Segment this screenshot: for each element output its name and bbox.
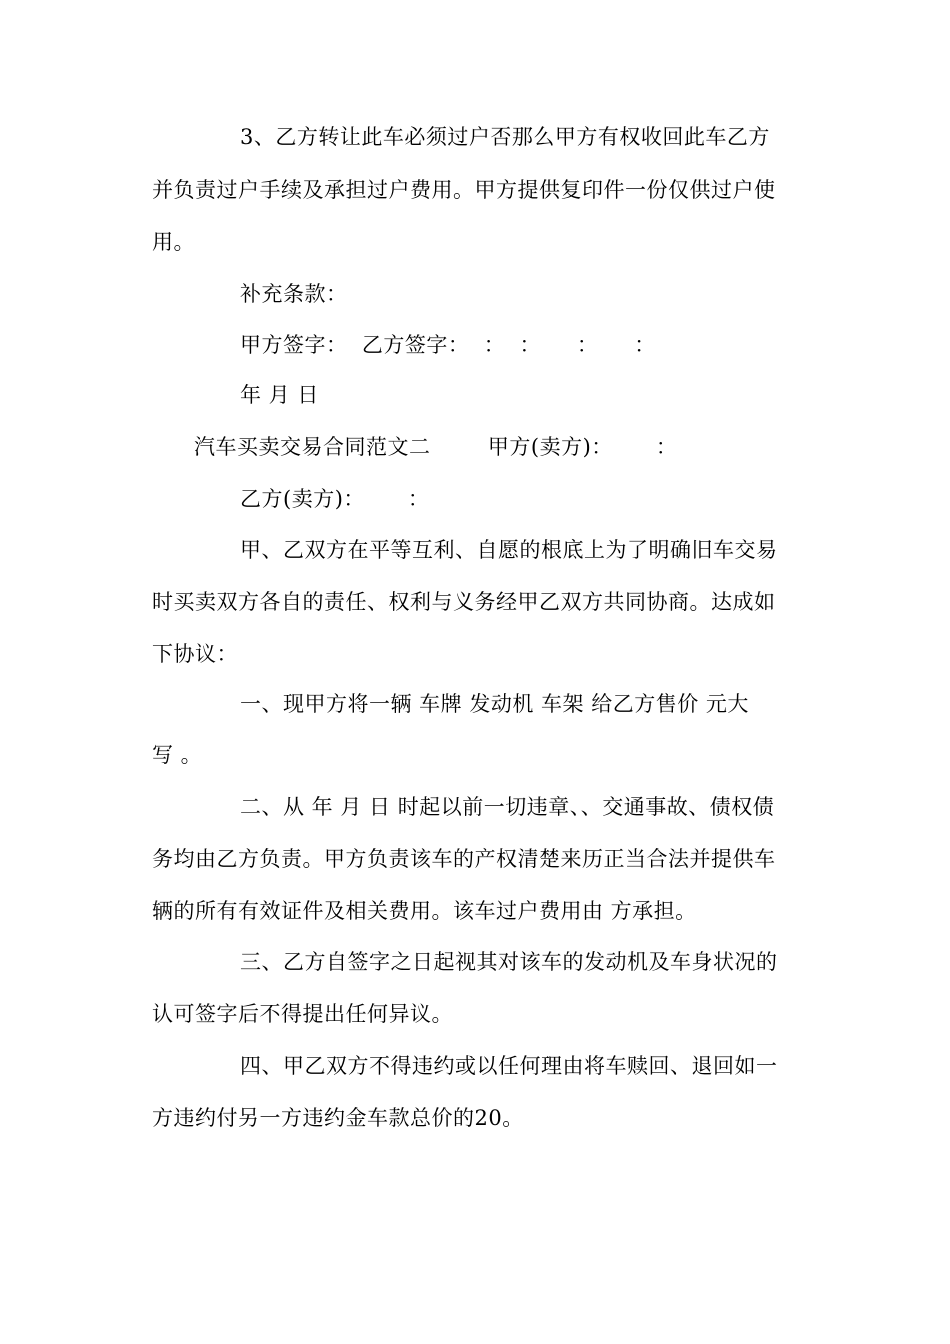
text-line: 辆的所有有效证件及相关费用。该车过户费用由 方承担。 — [152, 899, 697, 923]
text-line: 时买卖双方各自的责任、权利与义务经甲乙双方共同协商。达成如 — [152, 590, 776, 614]
text-line: 写 。 — [152, 743, 203, 767]
text-line: 乙方(卖方)： ： — [240, 487, 430, 511]
text-line: 补充条款： — [240, 282, 348, 306]
text-line: 一、现甲方将一辆 车牌 发动机 车架 给乙方售价 元大 — [240, 692, 749, 716]
date-line: 年 月 日 — [240, 383, 319, 407]
text-line: 下协议： — [152, 642, 238, 666]
text-line: 四、甲乙双方不得违约或以任何理由将车赎回、退回如一 — [240, 1054, 778, 1078]
text-line: 用。 — [152, 230, 195, 254]
text-line: 方违约付另一方违约金车款总价的20。 — [152, 1106, 524, 1130]
text-line: 认可签字后不得提出任何异议。 — [152, 1002, 453, 1026]
text-line: 并负责过户手续及承担过户费用。甲方提供复印件一份仅供过户使 — [152, 178, 776, 202]
text-line: 务均由乙方负责。甲方负责该车的产权清楚来历正当合法并提供车 — [152, 847, 776, 871]
signature-line: 甲方签字： 乙方签字： ： ： ： ： — [240, 333, 656, 357]
section-title: 汽车买卖交易合同范文二 甲方(卖方)： ： — [194, 435, 678, 459]
text-line: 3、乙方转让此车必须过户否那么甲方有权收回此车乙方 — [240, 125, 770, 149]
text-line: 三、乙方自签字之日起视其对该车的发动机及车身状况的 — [240, 950, 778, 974]
text-line: 甲、乙双方在平等互利、自愿的根底上为了明确旧车交易 — [240, 538, 778, 562]
text-line: 二、从 年 月 日 时起以前一切违章、、交通事故、债权债 — [240, 795, 775, 819]
